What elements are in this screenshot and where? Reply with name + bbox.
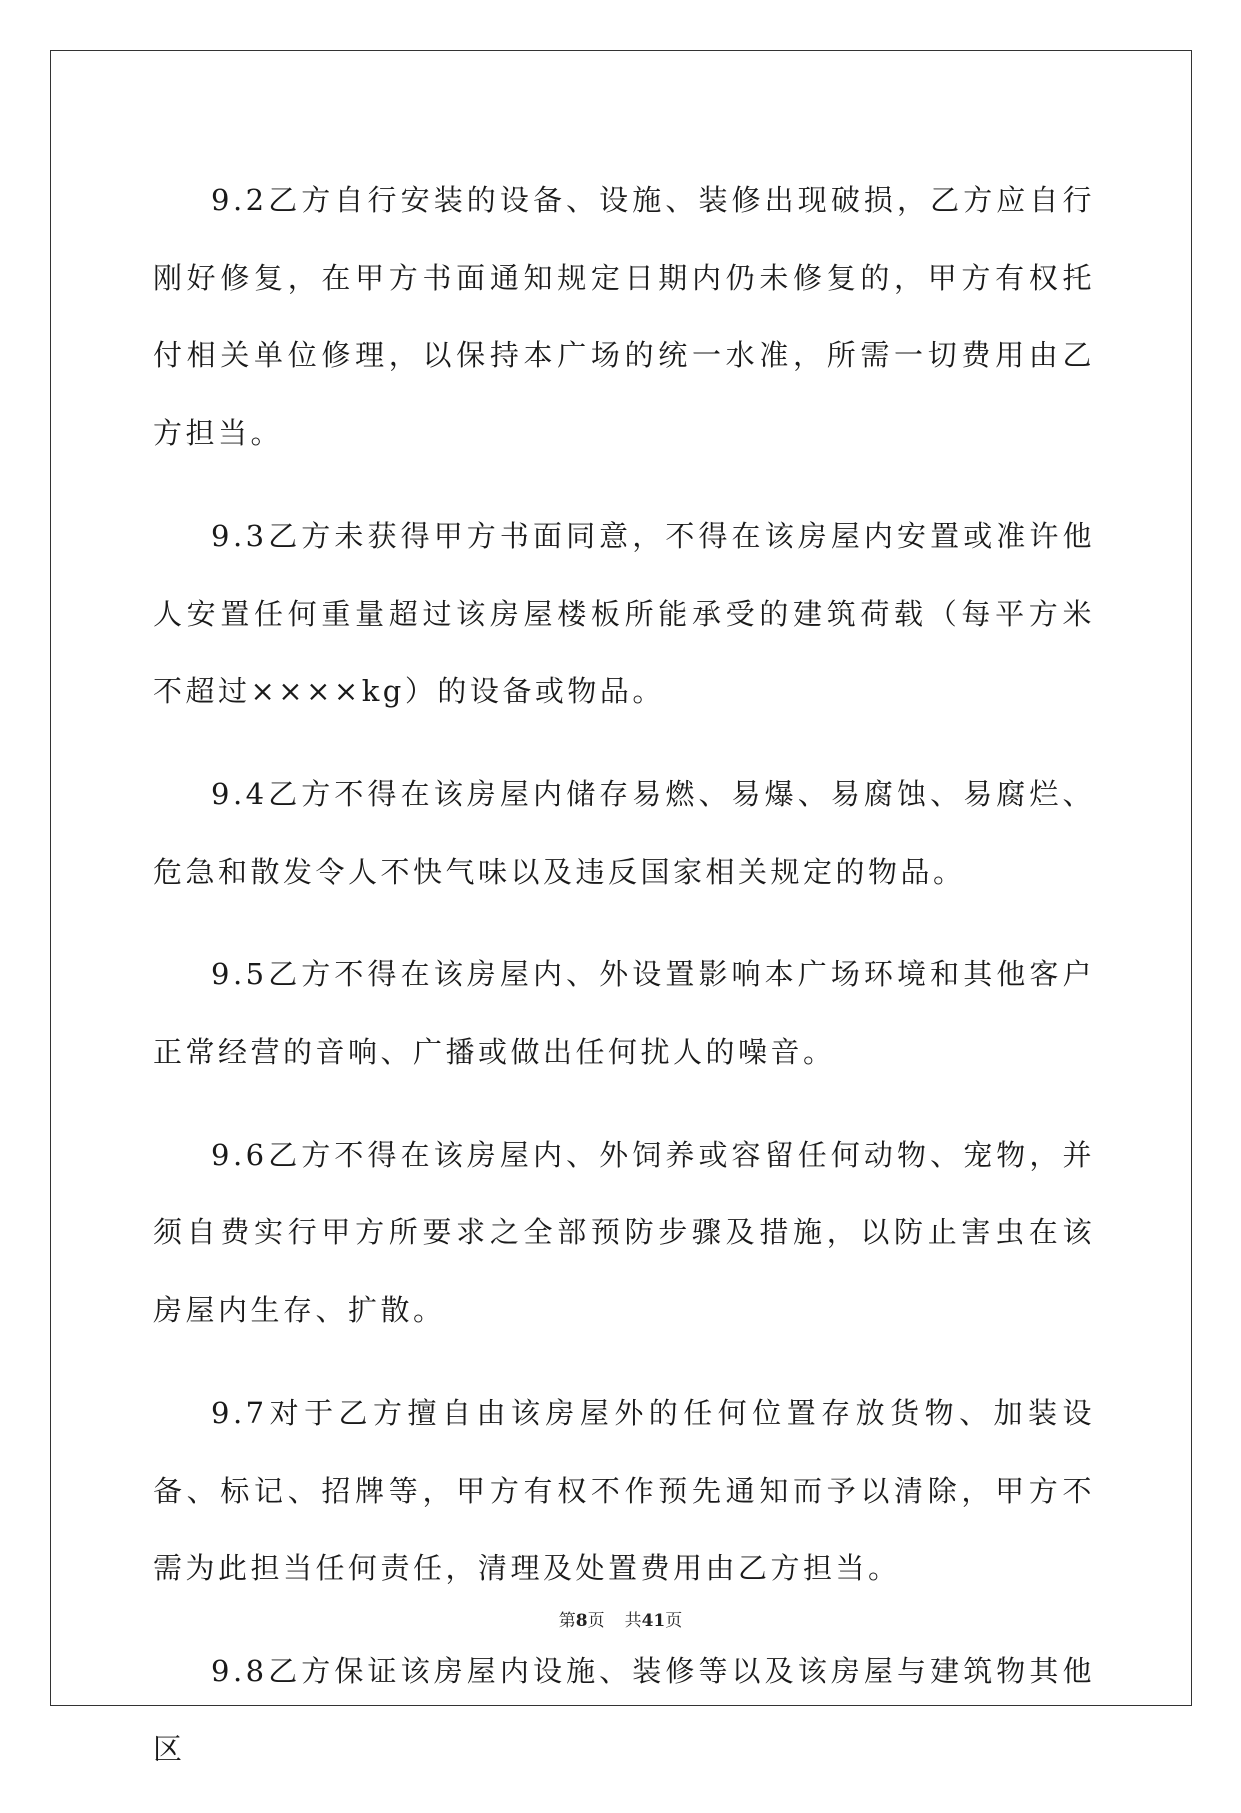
page-prefix: 第 — [558, 1611, 576, 1631]
total-prefix: 共 — [624, 1611, 642, 1631]
clause-9-4: 9.4乙方不得在该房屋内储存易燃、易爆、易腐蚀、易腐烂、危急和散发令人不快气味以及违反国家相关规定的物品。 — [153, 776, 1095, 889]
total-suffix: 页 — [665, 1611, 683, 1631]
document-body — [153, 162, 1095, 1813]
clause-9-5: 9.5乙方不得在该房屋内、外设置影响本广场环境和其他客户正常经营的音响、广播或做出任何扰人的噪音。 — [153, 957, 1095, 1070]
clause-9-2: 9.2乙方自行安装的设备、设施、装修出现破损，乙方应自行刚好修复，在甲方书面通知规定日期内仍未修复的，甲方有权托付相关单位修理，以保持本广场的统一水准，所需一切费用由乙方担当。 — [153, 183, 1095, 451]
clause-9-7: 9.7对于乙方擅自由该房屋外的任何位置存放货物、加装设备、标记、招牌等，甲方有权不作预先通知而予以清除，甲方不需为此担当任何责任，清理及处置费用由乙方担当。 — [153, 1395, 1095, 1586]
clause-9-8: 9.8乙方保证该房屋内设施、装修等以及该房屋与建筑物其他区 — [153, 1653, 1095, 1766]
page-suffix: 页 — [587, 1611, 605, 1631]
clause-9-3: 9.3乙方未获得甲方书面同意，不得在该房屋内安置或准许他人安置任何重量超过该房屋楼板所能承受的建筑荷载（每平方米不超过××××kg）的设备或物品。 — [153, 518, 1095, 709]
page-number: 8 — [575, 1611, 588, 1631]
page-footer — [0, 1606, 1241, 1631]
total-pages: 41 — [641, 1611, 666, 1631]
clause-9-6: 9.6乙方不得在该房屋内、外饲养或容留任何动物、宠物，并须自费实行甲方所要求之全部预防步骤及措施，以防止害虫在该房屋内生存、扩散。 — [153, 1137, 1095, 1328]
